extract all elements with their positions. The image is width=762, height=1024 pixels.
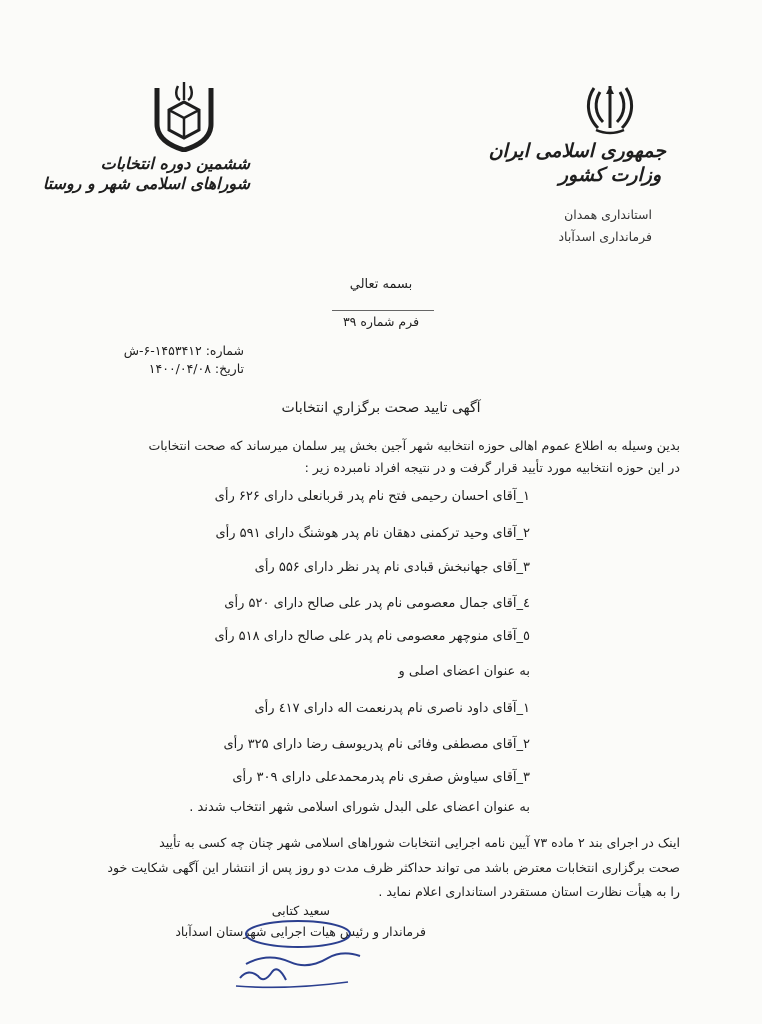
iran-emblem-icon <box>584 82 636 136</box>
intro-line-2: در این حوزه انتخابیه مورد تأیید قرار گرفت و در نتیجه افراد نامبرده زیر : <box>304 460 680 475</box>
main-member-item: ٤_آقای جمال معصومی نام پدر علی صالح دارای ۵۲۰ رأی <box>224 596 530 611</box>
main-member-item: ۱_آقای احسان رحیمی فتح نام پدر قربانعلی دارای ۶۲۶ رأی <box>214 489 530 504</box>
election-council-label: شوراهای اسلامی شهر و روستا <box>42 174 250 193</box>
signer-name: سعید کتابی <box>271 903 330 918</box>
country-name: جمهوری اسلامی ایران <box>488 140 666 162</box>
closing-line-2: صحت برگزاری انتخابات معترض باشد می تواند حداکثر ظرف مدت دو روز پس از انتشار این آگهی شکایت خود <box>107 860 680 875</box>
signature-mark <box>228 912 378 994</box>
main-member-item: ٥_آقای منوچهر معصومی نام پدر علی صالح دارای ۵۱۸ رأی <box>214 629 530 644</box>
alternate-members-caption: به عنوان اعضای علی البدل شورای اسلامی شهر انتخاب شدند . <box>189 800 530 815</box>
election-round-label: ششمین دوره انتخابات <box>100 154 250 173</box>
main-member-item: ۲_آقای وحید ترکمنی دهقان نام پدر هوشنگ دارای ۵۹۱ رأی <box>215 526 530 541</box>
form-number-rule <box>332 310 434 311</box>
bismillah-heading: بسمه تعالي <box>349 277 413 292</box>
alternate-member-item: ۳_آقای سیاوش صفری نام پدرمحمدعلی دارای ۳۰۹ رأی <box>232 770 530 785</box>
closing-line-1: اینک در اجرای بند ۲ ماده ۷۳ آیین نامه اجرایی انتخابات شوراهای اسلامی شهر چنان چه کسی به تأیید <box>159 835 680 850</box>
county-office: فرمانداری اسدآباد <box>558 229 652 244</box>
closing-line-3: را به هیأت نظارت استان مستقردر استانداری اعلام نماید . <box>378 884 680 899</box>
election-emblem-block <box>42 80 250 194</box>
letter-number: شماره: ۱۴۵۳۴۱۲-۶-ش <box>123 343 244 358</box>
alternate-member-item: ۱_آقای داود ناصری نام پدرنعمت اله دارای ٤۱۷ رأی <box>254 701 530 716</box>
ministry-name: وزارت کشور <box>558 164 662 186</box>
iran-emblem-block <box>488 82 666 186</box>
form-number: فرم شماره ۳۹ <box>342 314 420 329</box>
main-members-caption: به عنوان اعضای اصلی و <box>398 664 530 679</box>
intro-line-1: بدین وسیله به اطلاع عموم اهالی حوزه انتخابیه شهر آجین بخش پیر سلمان میرساند که صحت انتخابات <box>148 438 680 453</box>
province-office: استانداری همدان <box>564 207 652 222</box>
alternate-member-item: ۲_آقای مصطفی وفائی نام پدریوسف رضا دارای ۳۲۵ رأی <box>223 737 530 752</box>
ballot-box-icon <box>149 80 219 152</box>
letter-date: تاریخ: ۱۴۰۰/۰۴/۰۸ <box>148 361 244 376</box>
main-member-item: ۳_آقای جهانبخش قبادی نام پدر نظر دارای ۵۵۶ رأی <box>254 560 530 575</box>
signer-title: فرماندار و رئیس هیات اجرایی شهرستان اسدآباد <box>175 924 426 939</box>
notice-title: آگهی تایید صحت برگزاري انتخابات <box>281 400 481 416</box>
